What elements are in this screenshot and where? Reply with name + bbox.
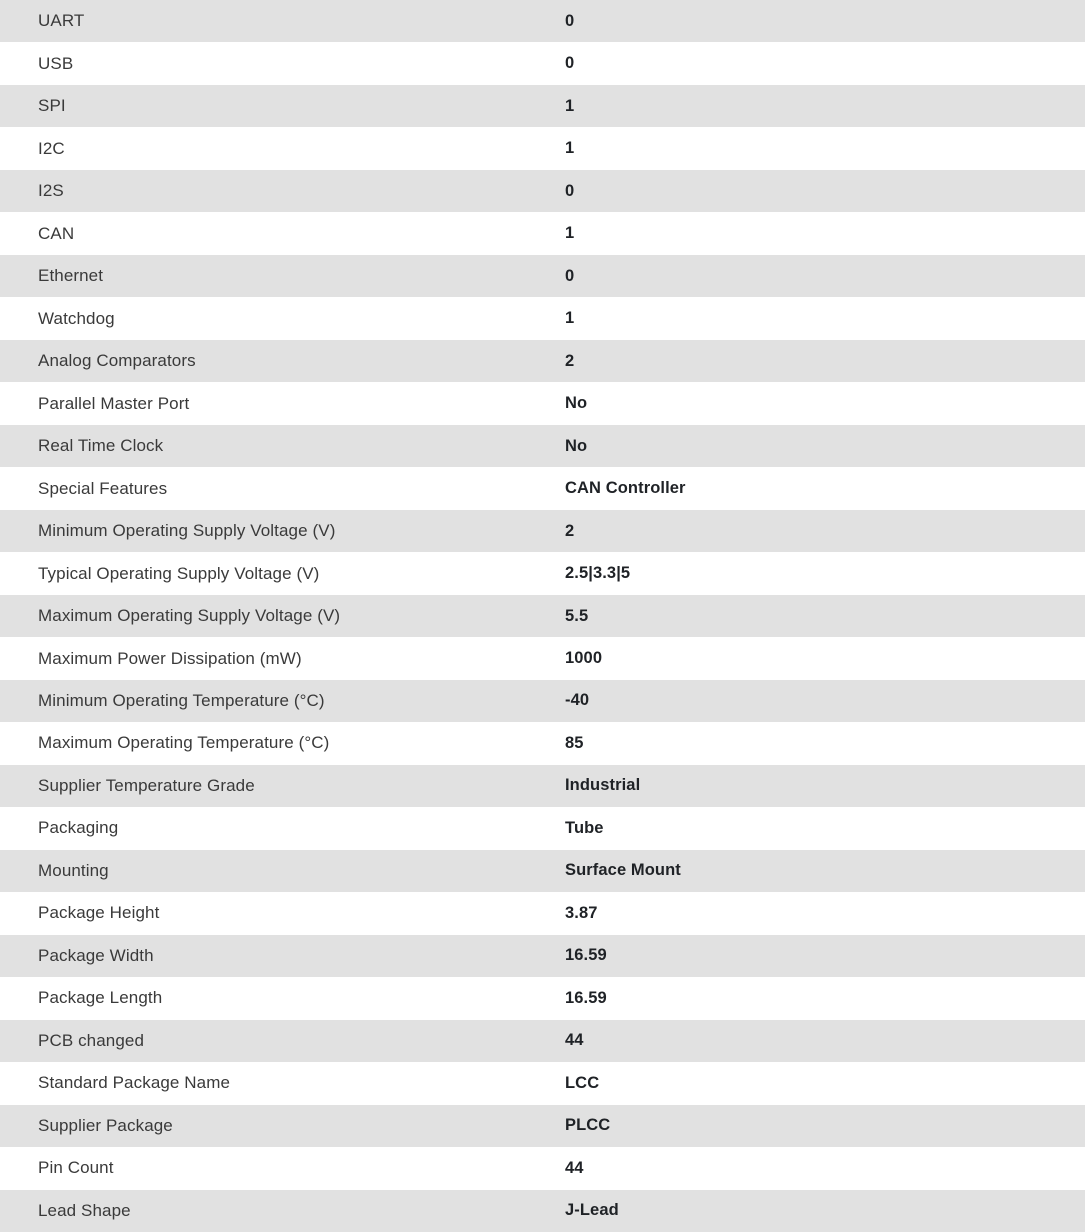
spec-value: 44 (565, 1031, 584, 1050)
table-row (0, 637, 1085, 679)
spec-label: Parallel Master Port (38, 393, 190, 413)
table-row (0, 595, 1085, 637)
table-row (0, 977, 1085, 1019)
spec-value: 16.59 (565, 946, 607, 965)
table-row (0, 1062, 1085, 1104)
table-row (0, 850, 1085, 892)
table-row (0, 467, 1085, 509)
spec-label: Mounting (38, 860, 109, 880)
spec-label: Watchdog (38, 308, 115, 328)
spec-value: 1000 (565, 649, 603, 667)
table-row (0, 1105, 1085, 1147)
spec-value: 0 (565, 11, 575, 30)
spec-label: Ethernet (38, 266, 104, 286)
spec-label: Maximum Power Dissipation (mW) (38, 648, 302, 668)
table-row (0, 765, 1085, 807)
table-row (0, 425, 1085, 467)
spec-value: Surface Mount (565, 861, 681, 880)
spec-value: CAN Controller (565, 479, 686, 498)
table-row (0, 892, 1085, 934)
spec-value: 2 (565, 521, 575, 540)
spec-label: Packaging (38, 818, 119, 838)
spec-label: Minimum Operating Temperature (°C) (38, 690, 325, 710)
table-row (0, 340, 1085, 382)
spec-value: 1 (565, 224, 575, 243)
spec-label: PCB changed (38, 1030, 145, 1050)
spec-value: 0 (565, 54, 575, 73)
spec-label: Lead Shape (38, 1200, 131, 1220)
table-row (0, 382, 1085, 424)
spec-value: Tube (565, 818, 604, 837)
spec-value: 1 (565, 309, 575, 328)
spec-label: Real Time Clock (38, 436, 164, 456)
table-row (0, 212, 1085, 254)
spec-value: LCC (565, 1073, 600, 1092)
spec-label: Package Height (38, 903, 160, 923)
spec-value: 2.5|3.3|5 (565, 564, 631, 583)
spec-value: PLCC (565, 1116, 611, 1135)
spec-label: Minimum Operating Supply Voltage (V) (38, 521, 336, 541)
spec-label: CAN (38, 223, 75, 243)
table-row (0, 85, 1085, 127)
spec-value: 16.59 (565, 988, 607, 1007)
table-row (0, 1190, 1085, 1232)
spec-label: Package Width (38, 945, 154, 965)
table-row (0, 935, 1085, 977)
spec-label: Special Features (38, 478, 168, 498)
table-row (0, 1020, 1085, 1062)
spec-value: 85 (565, 733, 584, 752)
spec-label: UART (38, 11, 85, 31)
spec-label: Package Length (38, 988, 163, 1008)
spec-label: SPI (38, 96, 66, 116)
spec-label: Pin Count (38, 1158, 114, 1178)
spec-value: 0 (565, 266, 575, 285)
spec-label: Supplier Package (38, 1115, 173, 1135)
spec-value: -40 (565, 691, 590, 710)
spec-value: J-Lead (565, 1201, 619, 1220)
spec-label: Maximum Operating Temperature (°C) (38, 733, 330, 753)
spec-value: 1 (565, 96, 575, 115)
spec-label: I2C (38, 138, 65, 158)
spec-value: 44 (565, 1158, 584, 1177)
spec-value: 5.5 (565, 606, 589, 625)
spec-value: 3.87 (565, 903, 598, 922)
spec-value: 0 (565, 181, 575, 200)
table-row (0, 127, 1085, 169)
table-row (0, 297, 1085, 339)
table-row (0, 170, 1085, 212)
spec-label: Typical Operating Supply Voltage (V) (38, 563, 320, 583)
table-row (0, 552, 1085, 594)
spec-value: Industrial (565, 776, 641, 795)
spec-label: I2S (38, 181, 64, 201)
spec-value: No (565, 436, 588, 455)
table-row (0, 680, 1085, 722)
table-row (0, 510, 1085, 552)
spec-label: Supplier Temperature Grade (38, 775, 255, 795)
table-row (0, 0, 1085, 42)
spec-label: Maximum Operating Supply Voltage (V) (38, 606, 341, 626)
spec-value: No (565, 394, 588, 413)
table-row (0, 722, 1085, 764)
spec-value: 2 (565, 351, 575, 370)
table-row (0, 807, 1085, 849)
table-row (0, 255, 1085, 297)
spec-label: Standard Package Name (38, 1073, 231, 1093)
spec-label: USB (38, 53, 74, 73)
spec-value: 1 (565, 139, 575, 158)
table-row (0, 42, 1085, 84)
spec-label: Analog Comparators (38, 351, 196, 371)
table-row (0, 1147, 1085, 1189)
